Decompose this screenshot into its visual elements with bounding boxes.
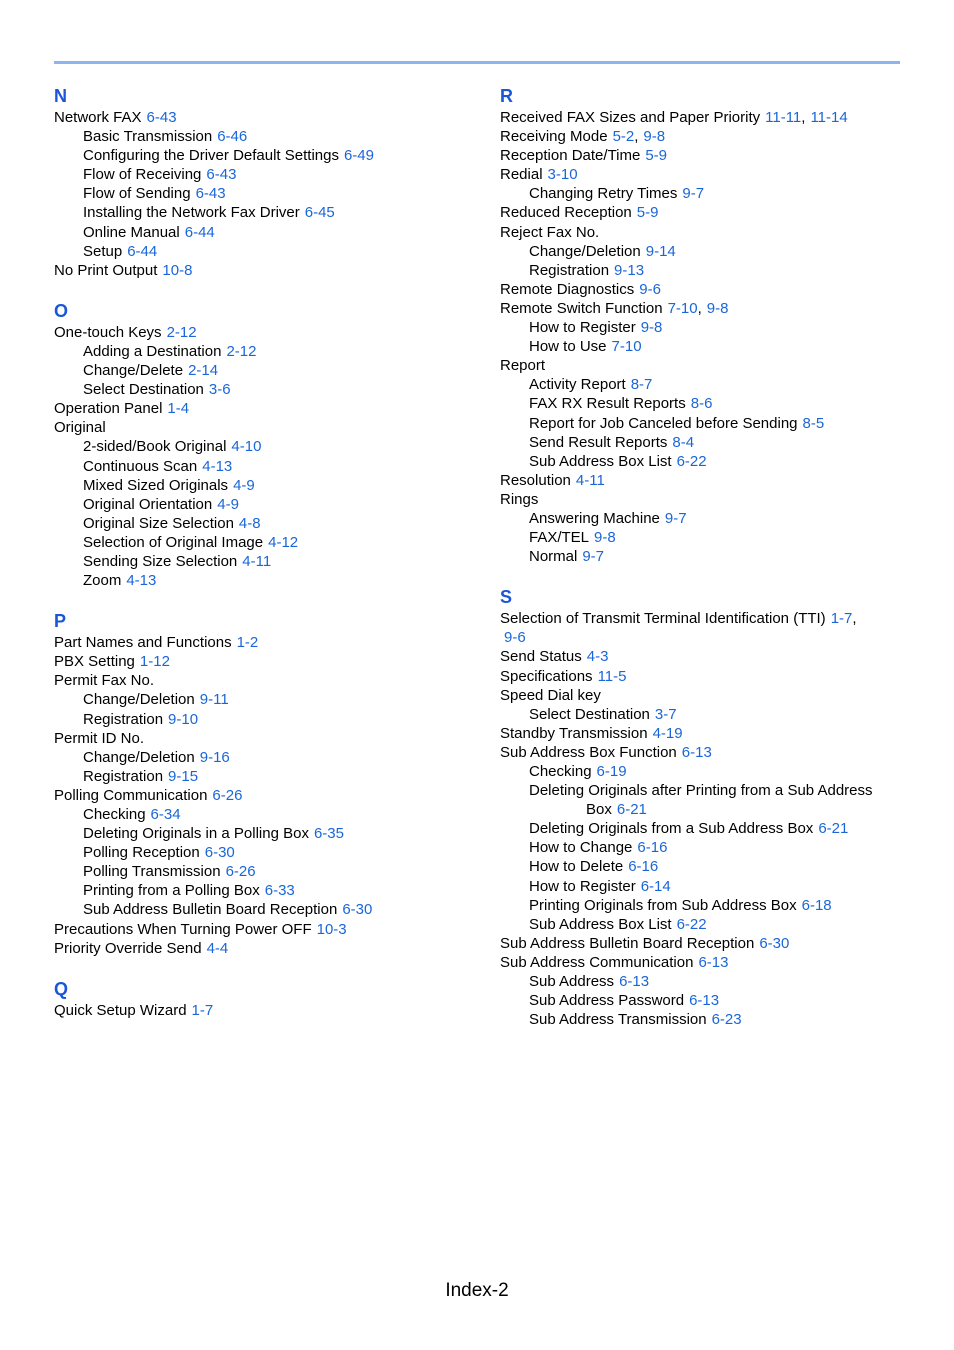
index-entry-reduced-reception <box>500 203 920 222</box>
page-number: Index-2 <box>445 1280 509 1301</box>
page-ref-link[interactable]: 9-16 <box>199 748 230 766</box>
page-ref-link[interactable]: 4-19 <box>652 724 683 742</box>
page-ref-link[interactable]: 2-12 <box>226 342 257 360</box>
index-entry-sending-size-selection <box>54 552 474 571</box>
page-ref-link[interactable]: 5-2 <box>612 128 635 146</box>
page-ref-link[interactable]: 8-6 <box>690 395 713 413</box>
page-ref-link[interactable]: 9-10 <box>168 710 199 728</box>
index-entry-fax-rx-result-reports <box>500 394 920 413</box>
index-entry-priority-override-send <box>54 939 474 958</box>
index-entry-quick-setup-wizard <box>54 1001 474 1020</box>
entry-term: Installing the Network Fax Driver <box>83 204 300 222</box>
index-entry-checking <box>54 805 474 824</box>
entry-term: Sub Address Transmission <box>529 1011 707 1029</box>
index-section-q <box>54 977 474 1020</box>
entry-term: Answering Machine <box>529 509 660 527</box>
entry-term: Registration <box>529 261 610 279</box>
index-entry-report <box>500 356 920 375</box>
page-ref-link[interactable]: 10-3 <box>316 920 347 938</box>
page-ref-link[interactable]: 4-4 <box>206 939 229 957</box>
section-letter: S <box>500 587 513 608</box>
page-ref-link[interactable]: 11-14 <box>810 109 848 126</box>
entry-term: Permit Fax No. <box>54 672 155 690</box>
index-entry-checking <box>500 762 920 781</box>
page-ref-link[interactable]: 6-22 <box>676 452 707 470</box>
page-ref-link[interactable]: 9-6 <box>639 280 661 298</box>
index-entry-mixed-sized-originals <box>54 476 474 495</box>
entry-term: Remote Diagnostics <box>500 280 635 298</box>
entry-term: Normal <box>529 548 578 566</box>
index-entry-send-result-reports <box>500 433 920 452</box>
entry-term: Select Destination <box>529 705 650 723</box>
index-section-s <box>500 585 920 1029</box>
page-ref-link[interactable]: 9-11 <box>199 691 229 709</box>
entry-term: Selection of Original Image <box>83 533 264 551</box>
index-entry-original <box>54 418 474 437</box>
entry-term: Basic Transmission <box>83 128 213 146</box>
page-ref-link[interactable]: 8-5 <box>802 414 825 432</box>
section-letter: R <box>500 86 513 106</box>
page-ref-link[interactable]: 4-8 <box>238 514 261 532</box>
index-section-o <box>54 299 474 590</box>
page-ref-link[interactable]: 9-8 <box>594 529 616 547</box>
index-entry-normal <box>500 547 920 566</box>
page-ref-link[interactable]: 9-7 <box>664 509 687 527</box>
entry-term: Change/Deletion <box>83 748 195 766</box>
index-entry-original-orientation <box>54 495 474 514</box>
index-entry-permit-fax-no <box>54 671 474 690</box>
entry-term: Online Manual <box>83 223 180 241</box>
page-ref-link[interactable]: 1-7 <box>191 1001 214 1019</box>
entry-term: Specifications <box>500 667 593 685</box>
entry-term: Activity Report <box>529 376 626 394</box>
index-entry-deleting-originals-from-a-sub-address-box <box>500 819 920 838</box>
index-entry-operation-panel <box>54 399 474 418</box>
index-entry-fax-tel <box>500 528 920 547</box>
page-ref-link[interactable]: 6-18 <box>801 896 832 914</box>
index-entry-how-to-register <box>500 318 920 337</box>
entry-term: Sending Size Selection <box>83 552 238 570</box>
page-ref-link[interactable]: 6-13 <box>681 743 712 761</box>
page-ref-link[interactable]: 9-7 <box>682 185 705 203</box>
entry-term: Reduced Reception <box>500 204 632 222</box>
entry-term: How to Change <box>529 839 633 857</box>
index-entry-sub-address <box>500 972 920 991</box>
page-ref-link[interactable]: 6-34 <box>150 806 181 823</box>
index-column-left <box>54 84 474 1020</box>
index-entry-no-print-output <box>54 261 474 280</box>
entry-term: Change/Deletion <box>529 242 641 260</box>
entry-term: Selection of Transmit Terminal Identification (TTI) <box>500 610 826 628</box>
index-entry-how-to-register <box>500 877 920 896</box>
index-entry-continued <box>500 628 920 647</box>
index-entry-specifications <box>500 667 920 686</box>
section-letter: N <box>54 86 67 106</box>
index-entry-2-sided-book-original <box>54 437 474 456</box>
page-ref-link[interactable]: 7-10 <box>611 338 642 356</box>
page-ref-link[interactable]: 4-11 <box>242 552 272 570</box>
index-entry-sub-address-bulletin-board-reception <box>54 900 474 919</box>
page-ref-link[interactable]: 6-44 <box>127 242 158 260</box>
header-rule <box>54 61 900 64</box>
entry-term: Polling Reception <box>83 844 200 862</box>
page-ref-link[interactable]: 4-12 <box>268 533 299 551</box>
index-entry-flow-of-sending <box>54 184 474 203</box>
entry-term: Original Size Selection <box>83 514 234 532</box>
index-entry-selection-of-original-image <box>54 533 474 552</box>
entry-term: Received FAX Sizes and Paper Priority <box>500 109 761 126</box>
index-entry-registration <box>54 710 474 729</box>
entry-term: FAX/TEL <box>529 529 590 547</box>
page-ref-link[interactable]: 1-12 <box>139 653 170 671</box>
index-entry-reject-fax-no <box>500 223 920 242</box>
index-entry-deleting-originals-after-printing-from-a-sub-address <box>500 781 920 800</box>
entry-term: Sub Address Bulletin Board Reception <box>83 901 338 919</box>
entry-term: Zoom <box>83 572 122 590</box>
index-entry-continuous-scan <box>54 457 474 476</box>
index-entry-changing-retry-times <box>500 184 920 203</box>
page-ref-link[interactable]: 10-8 <box>162 261 193 279</box>
index-entry-remote-switch-function: Remote Switch Function 7-10, 9-8 <box>500 299 729 317</box>
index-entry-change-deletion <box>500 242 920 261</box>
page-ref-link[interactable]: 9-14 <box>645 242 676 260</box>
index-entry-remote-diagnostics <box>500 280 920 299</box>
section-letter: O <box>54 300 69 321</box>
entry-term: Change/Deletion <box>83 691 195 709</box>
entry-term: Setup <box>83 242 123 260</box>
page-ref-link[interactable]: 6-30 <box>759 934 790 952</box>
index-entry-how-to-delete <box>500 857 920 876</box>
entry-term: Rings <box>500 490 539 508</box>
index-entry-online-manual <box>54 223 474 242</box>
page-ref-link[interactable]: 11-5 <box>597 667 627 685</box>
entry-term: One-touch Keys <box>54 323 162 341</box>
index-entry-standby-transmission <box>500 724 920 743</box>
index-entry-polling-transmission <box>54 862 474 881</box>
entry-term: Redial <box>500 166 543 184</box>
page-ref-link[interactable]: 6-43 <box>146 109 177 126</box>
page-ref-link[interactable]: 9-7 <box>582 548 605 566</box>
entry-term: PBX Setting <box>54 653 135 671</box>
index-entry-installing-the-network-fax-driver <box>54 203 474 222</box>
page-ref-link[interactable]: 6-44 <box>184 223 215 241</box>
entry-term: Speed Dial key <box>500 686 601 704</box>
page-ref-link[interactable]: 6-22 <box>676 915 707 933</box>
index-entry-pbx-setting <box>54 652 474 671</box>
index-entry-zoom <box>54 571 474 590</box>
page-ref-link[interactable]: 3-7 <box>654 705 677 723</box>
index-entry-deleting-originals-in-a-polling-box <box>54 824 474 843</box>
entry-term: Precautions When Turning Power OFF <box>54 920 312 938</box>
entry-term: Remote Switch Function <box>500 299 663 317</box>
index-entry-sub-address-communication <box>500 953 920 972</box>
entry-term: Continuous Scan <box>83 457 198 475</box>
entry-term: Registration <box>83 710 164 728</box>
section-letter: Q <box>54 978 69 999</box>
page-ref-link[interactable]: 3-10 <box>547 166 578 184</box>
entry-term: Part Names and Functions <box>54 634 232 652</box>
index-entry-setup <box>54 242 474 261</box>
entry-term: Report for Job Canceled before Sending <box>529 414 798 432</box>
entry-term: How to Delete <box>529 858 624 876</box>
page-ref-link[interactable]: 9-15 <box>168 767 199 785</box>
entry-term: Permit ID No. <box>54 729 145 747</box>
index-entry-change-deletion <box>54 690 474 709</box>
entry-term: Reception Date/Time <box>500 147 641 165</box>
index-entry-flow-of-receiving <box>54 165 474 184</box>
entry-term: Change/Delete <box>83 362 184 380</box>
page-ref-link[interactable]: 9-6 <box>504 629 526 647</box>
index-entry-how-to-change <box>500 838 920 857</box>
index-section-n <box>54 84 474 280</box>
index-entry-how-to-use <box>500 337 920 356</box>
page-ref-link[interactable]: 4-3 <box>586 648 609 666</box>
entry-term: Flow of Receiving <box>83 166 202 184</box>
page-ref-link[interactable]: 6-16 <box>628 858 659 876</box>
page-ref-link[interactable]: 6-30 <box>342 901 373 919</box>
entry-term: Checking <box>529 763 592 780</box>
entry-term: No Print Output <box>54 261 158 279</box>
entry-term: Operation Panel <box>54 400 163 418</box>
page-ref-link[interactable]: 6-13 <box>698 953 729 971</box>
page-ref-link[interactable]: 6-13 <box>619 973 650 991</box>
entry-term: How to Register <box>529 877 636 895</box>
entry-term: How to Use <box>529 338 607 356</box>
page-ref-link[interactable]: 6-33 <box>264 882 295 900</box>
entry-term: Receiving Mode <box>500 128 608 146</box>
page-ref-link[interactable]: 4-13 <box>126 572 157 590</box>
page-ref-link[interactable]: 6-46 <box>217 128 248 146</box>
page-ref-link[interactable]: 9-8 <box>706 299 729 317</box>
entry-term: Polling Communication <box>54 786 208 804</box>
page-ref-link[interactable]: 6-26 <box>225 863 256 881</box>
entry-term: Registration <box>83 767 164 785</box>
index-entry-polling-communication <box>54 786 474 805</box>
page-ref-link[interactable]: 4-9 <box>233 476 255 494</box>
index-entry-registration <box>54 767 474 786</box>
page-ref-link[interactable]: 6-49 <box>343 147 374 165</box>
section-letter: P <box>54 611 67 632</box>
index-entry-rings <box>500 490 920 509</box>
index-entry-resolution <box>500 471 920 490</box>
index-entry-registration <box>500 261 920 280</box>
page-ref-link[interactable]: 2-14 <box>188 362 219 380</box>
entry-term: Mixed Sized Originals <box>83 476 229 494</box>
entry-term: Polling Transmission <box>83 863 221 881</box>
index-section-r <box>500 84 920 566</box>
entry-term: Network FAX <box>54 109 142 126</box>
entry-term: 2-sided/Book Original <box>83 438 227 456</box>
entry-term: Deleting Originals in a Polling Box <box>83 825 309 843</box>
entry-term: Deleting Originals from a Sub Address Box <box>529 820 814 838</box>
index-entry-original-size-selection <box>54 514 474 533</box>
index-entry-adding-a-destination <box>54 342 474 361</box>
page-ref-link[interactable]: 6-21 <box>818 820 849 838</box>
index-entry-permit-id-no <box>54 729 474 748</box>
page-ref-link[interactable]: 8-4 <box>672 433 695 451</box>
page-ref-link[interactable]: 1-4 <box>167 400 190 418</box>
entry-term: Flow of Sending <box>83 185 191 203</box>
page-ref-link[interactable]: 6-43 <box>206 166 237 184</box>
index-entry-redial <box>500 165 920 184</box>
index-entry-polling-reception <box>54 843 474 862</box>
entry-term: Quick Setup Wizard <box>54 1001 187 1019</box>
entry-term: Sub Address Password <box>529 992 685 1010</box>
index-entry-sub-address-bulletin-board-reception <box>500 934 920 953</box>
page-ref-link[interactable]: 7-10 <box>667 299 698 317</box>
entry-term: Send Status <box>500 648 582 666</box>
entry-term: Sub Address Communication <box>500 953 694 971</box>
page-ref-link[interactable]: 6-14 <box>640 877 671 895</box>
entry-term: Select Destination <box>83 381 204 399</box>
page-ref-link[interactable]: 6-13 <box>689 992 720 1010</box>
index-entry-sub-address-box-list <box>500 452 920 471</box>
page-ref-link[interactable]: 9-13 <box>614 261 645 279</box>
index-entry-sub-address-transmission <box>500 1010 920 1029</box>
page-ref-link[interactable]: 9-8 <box>640 319 663 337</box>
entry-term: How to Register <box>529 319 636 337</box>
page-ref-link[interactable]: 8-7 <box>630 376 653 394</box>
index-entry-configuring-the-driver-default-settings <box>54 146 474 165</box>
page-ref-link[interactable]: 6-45 <box>304 204 335 222</box>
entry-term: FAX RX Result Reports <box>529 395 686 413</box>
page-ref-link[interactable]: 5-9 <box>645 147 668 165</box>
entry-term: Checking <box>83 806 146 823</box>
index-entry-change-delete <box>54 361 474 380</box>
page-ref-link[interactable]: 1-7 <box>830 610 853 628</box>
entry-term: Send Result Reports <box>529 433 668 451</box>
page-ref-link[interactable]: 2-12 <box>166 323 197 341</box>
page-ref-link[interactable]: 4-9 <box>217 495 239 513</box>
page-ref-link[interactable]: 4-10 <box>231 438 262 456</box>
page-ref-link[interactable]: 6-23 <box>711 1011 742 1029</box>
entry-term: Original <box>54 419 106 437</box>
index-entry-one-touch-keys <box>54 323 474 342</box>
page-ref-link[interactable]: 6-30 <box>204 844 235 862</box>
index-entry-activity-report <box>500 375 920 394</box>
index-entry-speed-dial-key <box>500 686 920 705</box>
entry-term: Deleting Originals after Printing from a Sub Address <box>529 782 873 800</box>
page-ref-link[interactable]: 6-35 <box>313 825 344 843</box>
index-entry-reception-date-time <box>500 146 920 165</box>
page-ref-link[interactable]: 9-8 <box>643 128 666 146</box>
index-entry-receiving-mode: Receiving Mode 5-2, 9-8 <box>500 128 666 146</box>
index-entry-network-fax <box>54 108 474 127</box>
entry-term: Printing Originals from Sub Address Box <box>529 896 797 914</box>
page-ref-link[interactable]: 6-43 <box>195 185 226 203</box>
index-entry-sub-address-box-list <box>500 915 920 934</box>
page-ref-link[interactable]: 4-11 <box>575 471 605 489</box>
entry-term: Sub Address Box Function <box>500 743 677 761</box>
index-entry-received-fax-sizes-and-paper-priority: Received FAX Sizes and Paper Priority 11-11, 11-14 <box>500 109 848 126</box>
index-entry-answering-machine <box>500 509 920 528</box>
entry-term: Resolution <box>500 471 571 489</box>
index-entry-send-status <box>500 647 920 666</box>
index-entry-precautions-when-turning-power-off <box>54 920 474 939</box>
index-entry-report-for-job-canceled-before-sending <box>500 414 920 433</box>
index-entry-part-names-and-functions <box>54 633 474 652</box>
entry-term: Sub Address Box List <box>529 452 672 470</box>
page-ref-link[interactable]: 3-6 <box>208 381 231 399</box>
page-ref-link[interactable]: 1-2 <box>236 634 259 652</box>
page-ref-link[interactable]: 11-11 <box>765 109 802 126</box>
index-entry-select-destination <box>54 380 474 399</box>
index-entry-box <box>500 800 920 819</box>
entry-term: Sub Address <box>529 973 615 991</box>
index-entry-printing-from-a-polling-box <box>54 881 474 900</box>
entry-term: Report <box>500 357 546 375</box>
entry-term: Changing Retry Times <box>529 185 678 203</box>
entry-term: Sub Address Bulletin Board Reception <box>500 934 755 952</box>
page-ref-link[interactable]: 6-19 <box>596 763 627 780</box>
index-section-p <box>54 609 474 958</box>
index-entry-change-deletion <box>54 748 474 767</box>
index-entry-basic-transmission <box>54 127 474 146</box>
entry-term: Box <box>586 801 612 819</box>
page-ref-link[interactable]: 4-13 <box>202 457 233 475</box>
index-entry-printing-originals-from-sub-address-box <box>500 896 920 915</box>
page-ref-link[interactable]: 6-16 <box>637 839 668 857</box>
entry-term: Sub Address Box List <box>529 915 672 933</box>
page-ref-link[interactable]: 5-9 <box>636 204 659 222</box>
entry-term: Adding a Destination <box>83 342 222 360</box>
page-ref-link[interactable]: 6-26 <box>212 786 243 804</box>
entry-term: Reject Fax No. <box>500 223 600 241</box>
index-entry-selection-of-transmit-terminal-identification-tti: Selection of Transmit Terminal Identification (TTI) 1-7, <box>500 610 857 628</box>
entry-term: Priority Override Send <box>54 939 202 957</box>
entry-term: Original Orientation <box>83 495 213 513</box>
index-entry-sub-address-box-function <box>500 743 920 762</box>
page-ref-link[interactable]: 6-21 <box>616 801 647 819</box>
index-entry-select-destination <box>500 705 920 724</box>
index-column-right <box>500 84 920 1029</box>
index-entry-sub-address-password <box>500 991 920 1010</box>
entry-term: Printing from a Polling Box <box>83 882 260 900</box>
entry-term: Standby Transmission <box>500 724 648 742</box>
entry-term: Configuring the Driver Default Settings <box>83 147 339 165</box>
